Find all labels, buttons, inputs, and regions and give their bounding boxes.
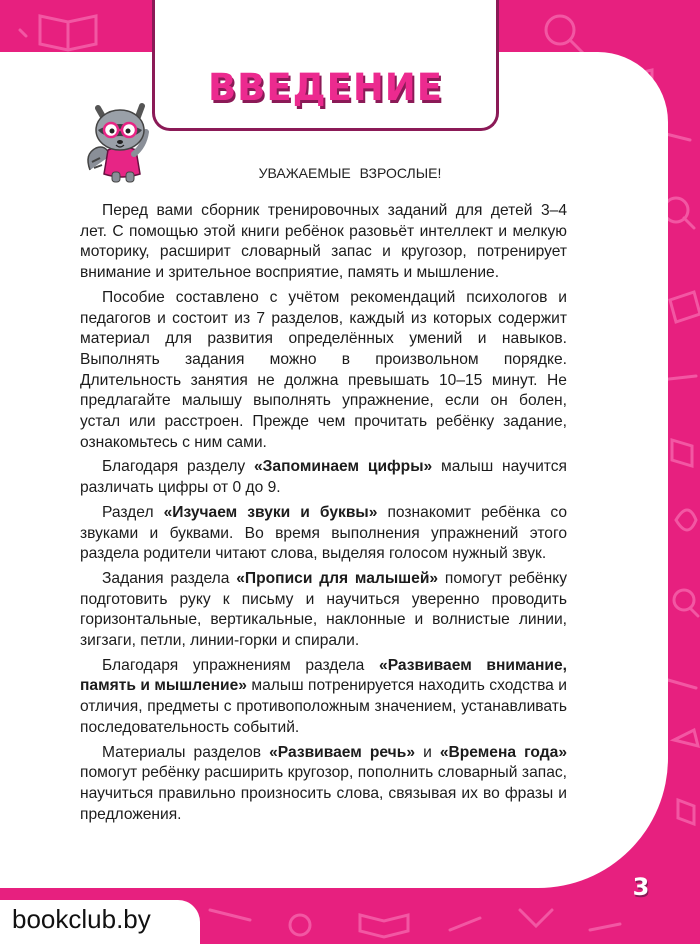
footer-watermark: bookclub.by — [12, 904, 151, 934]
page-number: 3 — [632, 873, 650, 901]
page-title: ВВЕДЕНИЕ — [207, 66, 444, 109]
paragraph — [80, 201, 567, 284]
paragraph-text: Перед вами сборник тренировочных заданий для детей 3–4 лет. С помощью этой книги ребёнок разовьёт интеллект и мелкую моторику, расширит словарный запас и кругозор, потренирует внимание и зрительное восприятие, память и мышление. — [80, 202, 567, 282]
section-name: «Времена года» — [439, 743, 567, 761]
paragraph-text: и — [415, 743, 440, 761]
paragraph-text: Задания раздела — [102, 569, 237, 587]
section-name: «Запоминаем цифры» — [253, 458, 433, 476]
paragraph-text: Раздел — [102, 503, 164, 521]
section-name: «Развиваем речь» — [269, 743, 415, 761]
paragraph-text: малыш научится различать цифры от 0 до 9. — [80, 458, 567, 497]
paragraph-text: Пособие составлено с учётом рекомендаций психологов и педагогов и состоит из 7 разделов, каждый из которых содержит материал для развития определённых умений и навыков. Выполнять задания можно в произвольном порядке. Длительность занятия не должна превышать 10–15 минут. Не предлагайте малышу выполнять упражнение, если он болен, устал или расстроен. Прежде чем прочитать ребёнку задание, ознакомьтесь с ним сами. — [80, 288, 567, 451]
paragraph-text: познакомит ребёнка со звуками и буквами. Во время выполнения упражнений этого раздела родители читают слова, выделяя голосом нужный звук. — [80, 503, 567, 563]
section-name: «Изучаем звуки и буквы» — [163, 503, 378, 521]
paragraph-text: помогут ребёнку расширить кругозор, пополнить словарный запас, научиться правильно произносить слова, связывая их во фразы и предложения. — [80, 764, 567, 823]
section-name: «Развиваем внимание, память и мышление» — [80, 656, 567, 695]
section-name: «Прописи для малышей» — [236, 569, 439, 587]
paragraph — [80, 569, 567, 652]
paragraph-text: малыш потренируется находить сходства и отличия, предметы с противоположным значением, устанавливать последовательность событий. — [80, 677, 567, 736]
paragraph-text: Благодаря упражнениям раздела — [102, 656, 380, 674]
paragraph-text: Благодаря разделу — [102, 458, 254, 476]
paragraph — [80, 503, 567, 565]
intro-text — [80, 201, 567, 829]
paragraph — [80, 656, 567, 739]
paragraph-text: Материалы разделов — [102, 743, 270, 761]
paragraph — [80, 288, 567, 454]
paragraph — [80, 457, 567, 498]
paragraph — [80, 743, 567, 826]
paragraph-text: помогут ребёнку подготовить руку к письму и научиться уверенно проводить горизонтальные, вертикальные, наклонные и волнистые линии, зигзаги, петли, линии-горки и спирали. — [80, 569, 568, 650]
greeting-heading: УВАЖАЕМЫЕ ВЗРОСЛЫЕ! — [258, 165, 442, 181]
